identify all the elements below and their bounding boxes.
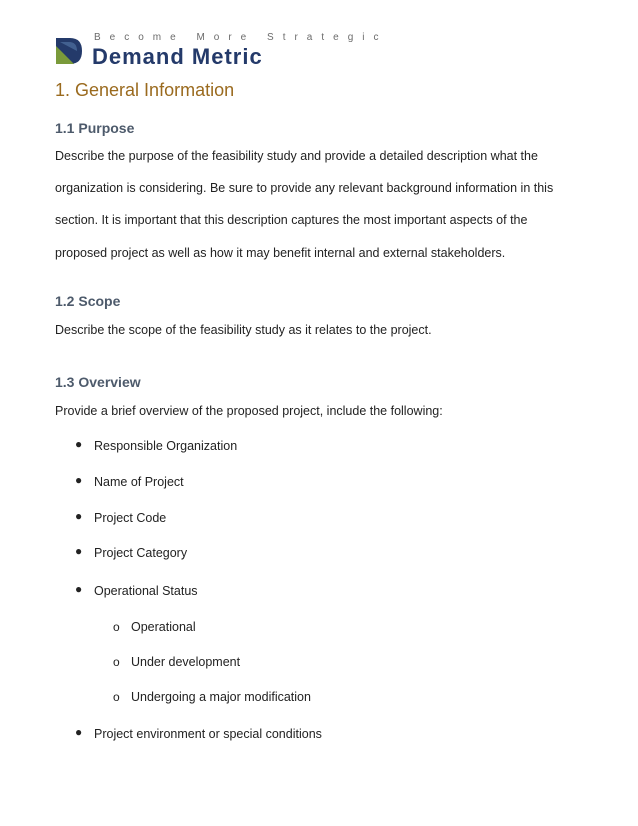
sub-bullet-circle-icon: o: [113, 690, 120, 704]
scope-heading: 1.2 Scope: [55, 293, 121, 309]
sub-bullet-circle-icon: o: [113, 620, 120, 634]
scope-text: Describe the scope of the feasibility study as it relates to the project.: [55, 323, 432, 337]
list-item-text: Responsible Organization: [94, 439, 238, 453]
list-item-text: Project Code: [94, 511, 167, 525]
purpose-line-3: section. It is important that this description captures the most important aspects of the: [55, 213, 528, 227]
purpose-line-2: organization is considering. Be sure to provide any relevant background information in this: [55, 181, 554, 195]
bullet-dot-icon: ●: [75, 437, 83, 451]
list-item-text: Project Category: [94, 546, 188, 560]
bullet-dot-icon: ●: [75, 725, 83, 739]
list-item-text: Name of Project: [94, 475, 184, 489]
purpose-heading: 1.1 Purpose: [55, 120, 135, 136]
sub-list-item-text: Operational: [131, 620, 196, 634]
list-item-text: Project environment or special conditions: [94, 727, 322, 741]
overview-intro: Provide a brief overview of the proposed project, include the following:: [55, 404, 443, 418]
logo-tagline: Become More Strategic: [94, 32, 388, 43]
bullet-dot-icon: ●: [75, 544, 83, 558]
logo-mark-icon: [54, 36, 84, 66]
overview-heading: 1.3 Overview: [55, 374, 141, 390]
sub-bullet-circle-icon: o: [113, 655, 120, 669]
logo-brand-name: Demand Metric: [92, 44, 263, 69]
sub-list-item-text: Under development: [131, 655, 241, 669]
section-title: 1. General Information: [55, 80, 235, 100]
bullet-dot-icon: ●: [75, 509, 83, 523]
demand-metric-logo: [54, 30, 388, 70]
bullet-dot-icon: ●: [75, 473, 83, 487]
purpose-line-1: Describe the purpose of the feasibility study and provide a detailed description what the: [55, 149, 538, 163]
bullet-dot-icon: ●: [75, 582, 83, 596]
list-item-text: Operational Status: [94, 584, 198, 598]
purpose-line-4: proposed project as well as how it may benefit internal and external stakeholders.: [55, 246, 506, 260]
sub-list-item-text: Undergoing a major modification: [131, 690, 311, 704]
